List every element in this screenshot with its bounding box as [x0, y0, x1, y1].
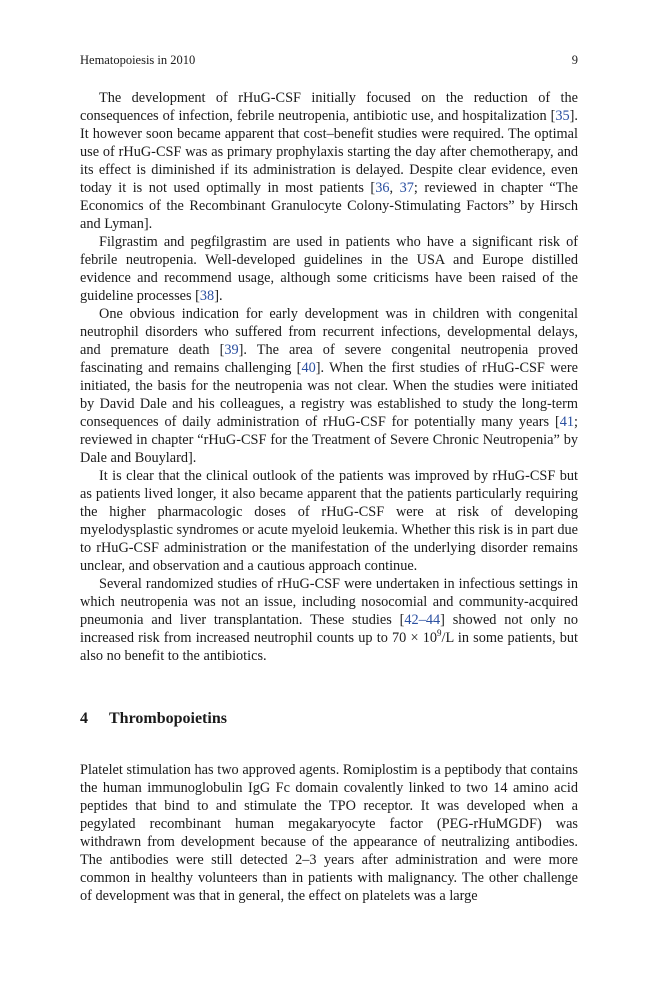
text-run: /L in some patients, but also no benefit to the antibiotics.: [80, 630, 578, 664]
text-run: ,: [389, 180, 400, 196]
paragraph: [80, 305, 578, 467]
running-title: Hematopoiesis in 2010: [80, 53, 196, 67]
text-run: ].: [214, 288, 223, 304]
text-run: One obvious indication for early development was in children with congenital neutrophil disorders who suffered from recurrent infections, developmental delays, and premature death [: [80, 306, 578, 358]
text-run: Filgrastim and pegfilgrastim are used in patients who have a significant risk of febrile neutropenia. Well-developed guidelines in the USA and Europe distilled evidence and recommend usage, although some criticisms have been raised of the guideline processes [: [80, 234, 578, 304]
text-run: The development of rHuG-CSF initially focused on the reduction of the consequences of infection, febrile neutropenia, antibiotic use, and hospitalization [: [80, 90, 578, 124]
text-run: ]. The area of severe congenital neutropenia proved fascinating and remains challenging [: [80, 342, 578, 376]
text-run: It is clear that the clinical outlook of the patients was improved by rHuG-CSF but as patients lived longer, it also became apparent that the patients particularly requiring the higher pharmacologic doses of rHuG-CSF were at risk of developing myelodysplastic syndromes or acute myeloid leukemia. Whether this risk is in part due to rHuG-CSF administration or the manifestation of the underlying disorder remains unclear, and observation and a cautious approach continue.: [80, 468, 578, 574]
paragraph: [80, 575, 578, 665]
page-number: 9: [571, 53, 578, 67]
citation-link[interactable]: 38: [199, 288, 215, 304]
running-head: [80, 52, 578, 68]
text-run: ]. It however soon became apparent that cost–benefit studies were required. The optimal use of rHuG-CSF was as primary prophylaxis starting the day after chemotherapy, and its effect is diminished if its administration is delayed. Despite clear evidence, even today it is not used optimally in most patients [: [80, 108, 578, 196]
paragraph: [80, 233, 578, 305]
citation-link[interactable]: 37: [399, 180, 414, 196]
citation-link[interactable]: 42–44: [404, 612, 441, 628]
text-run: ; reviewed in chapter “The Economics of the Recombinant Granulocyte Colony-Stimulating Factors” by Hirsch and Lyman].: [80, 180, 579, 232]
section-number: 4: [80, 710, 88, 727]
superscript: 9: [437, 628, 442, 639]
citation-link[interactable]: 36: [375, 180, 390, 196]
paragraph: [80, 89, 578, 233]
section-title: Thrombopoietins: [109, 710, 227, 727]
citation-link[interactable]: 35: [555, 108, 570, 124]
text-run: ; reviewed in chapter “rHuG-CSF for the Treatment of Severe Chronic Neutropenia” by Dale and Bouylard].: [80, 414, 578, 466]
citation-link[interactable]: 40: [301, 360, 316, 376]
citation-link[interactable]: 41: [559, 414, 575, 430]
body-text: [80, 89, 578, 905]
text-run: ]. When the first studies of rHuG-CSF were initiated, the basis for the neutropenia was not clear. When the studies were initiated by David Dale and his colleagues, a registry was established to study the long-term consequences of daily administration of rHuG-CSF for potentially many years [: [80, 360, 578, 430]
citation-link[interactable]: 39: [224, 342, 239, 358]
text-run: Several randomized studies of rHuG-CSF were undertaken in infectious settings in which neutropenia was not an issue, including nosocomial and community-acquired pneumonia and liver transplantation. These studies [: [80, 576, 578, 628]
section-paragraph: Platelet stimulation has two approved agents. Romiplostim is a peptibody that contains the human immunoglobulin IgG Fc domain covalently linked to two 14 amino acid peptides that bind to and stimulate the TPO receptor. It was developed when a pegylated recombinant human megakaryocyte factor (PEG-rHuMGDF) was withdrawn from development because of the appearance of neutralizing antibodies. The antibodies were still detected 2–3 years after administration and were more common in healthy volunteers than in patients with malignancy. The other challenge of development was that in general, the effect on platelets was a large: [80, 762, 578, 904]
paragraph-list: [80, 89, 578, 665]
section-heading: [80, 709, 578, 729]
text-run: ] showed not only no increased risk from increased neutrophil counts up to 70 × 10: [80, 612, 578, 646]
paragraph: [80, 467, 578, 575]
